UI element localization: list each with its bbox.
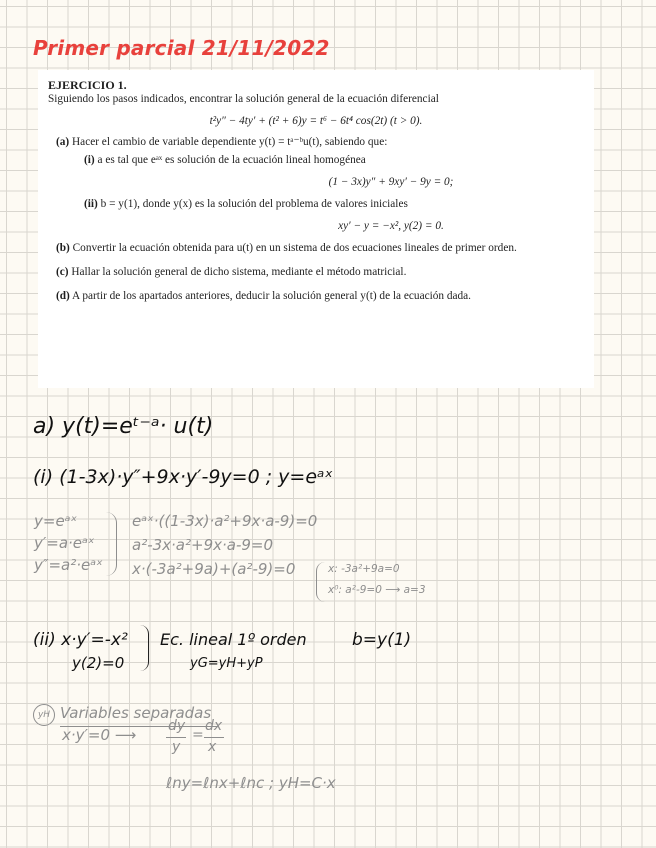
exercise-intro: Siguiendo los pasos indicados, encontrar la solución general de la ecuación diferencial [48, 93, 439, 105]
note-part-a: a) y(t)=eᵗ⁻ᵃ· u(t) [33, 414, 214, 439]
note-b-eq: b=y(1) [352, 630, 412, 650]
note-left-2: y′=a·eᵃˣ [34, 534, 95, 552]
item-a-text: Hacer el cambio de variable dependiente y(t) = tᵃ⁻ᵇu(t), sabiendo que: [72, 136, 388, 148]
note-left-1: y=eᵃˣ [34, 512, 78, 530]
brace-left [106, 512, 117, 576]
item-a-label: (a) [56, 136, 70, 148]
frac-equals: = [192, 727, 204, 743]
frac-dx: dx [205, 718, 223, 734]
frac-y: y [172, 739, 181, 755]
yh-circle-mark: yH [33, 704, 55, 726]
sub-i-equation: (1 − 3x)y″ + 9xy′ − 9y = 0; [328, 176, 454, 188]
exercise-box [38, 70, 594, 388]
item-b-label: (b) [56, 242, 70, 254]
frac-dy: dy [168, 718, 186, 734]
frac-x: x [208, 739, 217, 755]
item-c [48, 265, 584, 279]
note-left-3: y″=a²·eᵃˣ [34, 556, 103, 574]
note-part-i: (i) (1-3x)·y″+9x·y′-9y=0 ; y=eᵃˣ [33, 466, 333, 488]
brace-cases [316, 562, 325, 602]
note-case-1: x: -3a²+9a=0 [328, 563, 400, 575]
item-b-text: Convertir la ecuación obtenida para u(t) en un sistema de dos ecuaciones lineales de primer orden. [72, 242, 517, 254]
item-d-text: A partir de los apartados anteriores, deducir la solución general y(t) de la ecuación dada. [72, 290, 472, 302]
sub-ii [48, 197, 584, 211]
item-c-label: (c) [56, 266, 69, 278]
note-sep-1: x·y′=0 ⟶ [62, 726, 137, 744]
item-a [48, 135, 584, 149]
note-ec-lineal: Ec. lineal 1º orden [160, 630, 307, 649]
note-right-1: eᵃˣ·((1-3x)·a²+9x·a-9)=0 [132, 512, 318, 530]
exercise-heading: EJERCICIO 1. [48, 78, 127, 92]
note-ii-line-2: y(2)=0 [72, 654, 125, 672]
sub-i-label: (i) [84, 154, 95, 166]
item-d [48, 289, 584, 303]
sub-i [48, 153, 584, 167]
note-variables-separadas: Variables separadas [60, 704, 212, 722]
item-c-text: Hallar la solución general de dicho sistema, mediante el método matricial. [71, 266, 407, 278]
sub-ii-label: (ii) [84, 198, 98, 210]
item-d-label: (d) [56, 290, 70, 302]
frac-bar-left [166, 737, 186, 738]
note-right-3: x·(-3a²+9a)+(a²-9)=0 [132, 560, 296, 578]
frac-bar-right [204, 737, 224, 738]
sub-i-text: a es tal que eᵃˣ es solución de la ecuación lineal homogénea [97, 154, 366, 166]
sub-ii-equation: xy′ − y = −x², y(2) = 0. [338, 220, 444, 232]
note-ln-line: ℓny=ℓnx+ℓnc ; yH=C·x [166, 774, 336, 792]
note-case-2: x⁰: a²-9=0 ⟶ a=3 [328, 584, 426, 596]
sub-ii-text: b = y(1), donde y(x) es la solución del problema de valores iniciales [100, 198, 408, 210]
main-equation: t²y″ − 4ty′ + (t² + 6)y = t⁶ − 6t⁴ cos(2t) (t > 0). [209, 115, 423, 127]
note-right-2: a²-3x·a²+9x·a-9=0 [132, 536, 274, 554]
note-yg: yG=yH+yP [190, 656, 263, 671]
page-title: Primer parcial 21/11/2022 [33, 36, 330, 60]
brace-ii [140, 625, 149, 671]
item-b [48, 241, 584, 255]
note-ii-line-1: (ii) x·y′=-x² [33, 630, 128, 650]
